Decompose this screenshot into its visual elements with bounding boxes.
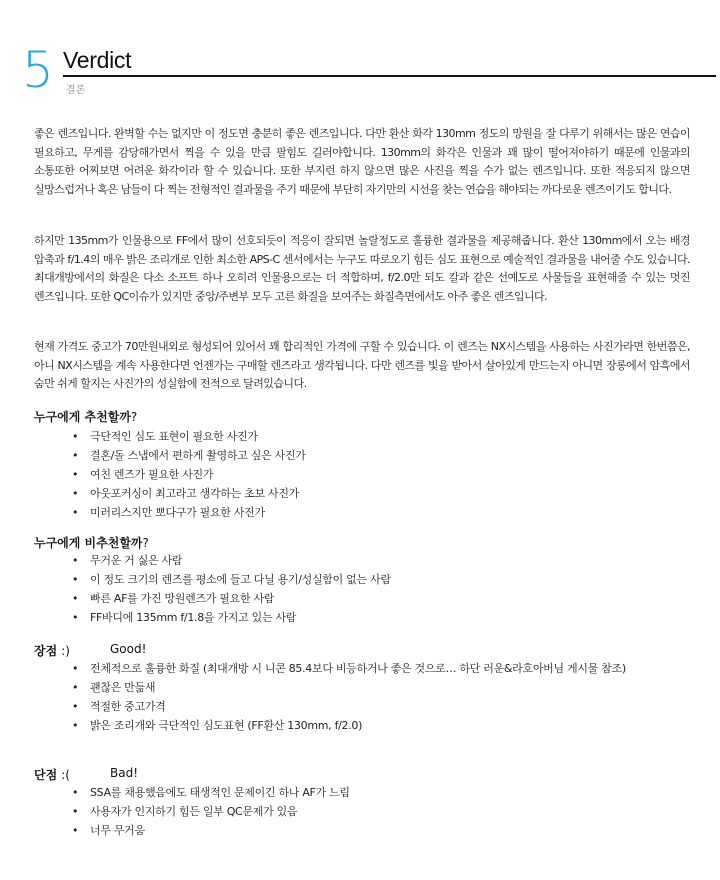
cons-label: 단점 [34, 768, 58, 782]
pros-heading [34, 642, 147, 659]
list-item: • 적절한 중고가격 [34, 697, 690, 716]
cons-emoticon: :( [61, 768, 70, 782]
list-item: • 괜찮은 만듦새 [34, 678, 690, 697]
list-item: • 밝은 조리개와 극단적인 심도표현 (FF환산 130mm, f/2.0) [34, 716, 690, 735]
list-item: • 아웃포커싱이 최고라고 생각하는 초보 사진가 [34, 484, 690, 503]
list-item: • 미러리스지만 뽀다구가 필요한 사진가 [34, 503, 690, 522]
list-item: • 극단적인 심도 표현이 필요한 사진가 [34, 427, 690, 446]
pros-label: 장점 [34, 644, 58, 658]
list-item: • FF바디에 135mm f/1.8을 가지고 있는 사람 [34, 608, 690, 627]
pros-list [34, 659, 690, 735]
cons-list [34, 783, 690, 840]
recommend-heading-mark: ? [130, 410, 138, 424]
pros-emoticon: :) [61, 644, 70, 658]
chapter-header [22, 40, 698, 100]
list-item: • 너무 무거움 [34, 821, 690, 840]
recommend-heading-text: 누구에게 추천할까 [34, 410, 131, 424]
list-item: • 결혼/돌 스냅에서 편하게 촬영하고 싶은 사진가 [34, 446, 690, 465]
recommend-heading [34, 408, 137, 425]
paragraph-3: 현재 가격도 중고가 70만원내외로 형성되어 있어서 꽤 합리적인 가격에 구할 수 있습니다. 이 렌즈는 NX시스템을 사용하는 사진가라면 한번쯤은, 아니 NX시스템을 계속 사용한다면 언젠가는 구매할 렌즈라고 생각됩니다. 다만 렌즈를 빛을 받아서 살아있게 만드는지 아니면 장롱에서 암흑에서 숨만 쉬게 할지는 사진가의 성실함에 전적으로 달려있습니다. [34, 340, 690, 390]
list-item: • 이 정도 크기의 렌즈를 평소에 들고 다닐 용기/성실함이 없는 사람 [34, 570, 690, 589]
cons-word: Bad! [110, 766, 139, 780]
cons-heading [34, 766, 139, 783]
not-recommend-heading [34, 534, 149, 551]
list-item: • 여친 렌즈가 필요한 사진가 [34, 465, 690, 484]
list-item: • 사용자가 인지하기 힘든 일부 QC문제가 있음 [34, 802, 690, 821]
title-rule [63, 75, 716, 77]
recommend-list [34, 427, 690, 522]
page-title: Verdict [63, 47, 132, 73]
list-item: • 무거운 거 싫은 사람 [34, 551, 690, 570]
chapter-number: 5 [22, 41, 54, 99]
list-item: • 전체적으로 훌륭한 화질 (최대개방 시 니콘 85.4보다 비등하거나 좋은 것으로… 하단 러운&라호아버님 게시물 참조) [34, 659, 690, 678]
not-recommend-heading-text: 누구에게 비추천할까 [34, 536, 143, 550]
page-subtitle: 결론 [66, 85, 86, 96]
paragraph-2: 하지만 135mm가 인물용으로 FF에서 많이 선호되듯이 적응이 잘되면 놀랄정도로 훌륭한 결과물을 제공해줍니다. 환산 130mm에서 오는 배경 압축과 f/1.4의 매우 밝은 조리개로 인한 최소한 APS-C 센서에서는 누구도 따로오기 힘든 심도 표현으로 예술적인 결과물을 내어줄 수도 있습니다. 최대개방에서의 화질은 다소 소프트 하나 오히려 인물용으로는 더 적합하며, f/2.0만 되도 칼과 같은 선예도로 사물들을 표현해줄 수 있는 멋진 렌즈입니다. 또한 QC이슈가 있지만 중앙/주변부 모두 고른 화질을 보여주는 화질측면에서도 아주 좋은 렌즈입니다. [34, 234, 690, 303]
not-recommend-heading-mark: ? [142, 536, 149, 550]
paragraph-1: 좋은 렌즈입니다. 완벽할 수는 없지만 이 정도면 충분히 좋은 렌즈입니다. 다만 환산 화각 130mm 정도의 망원을 잘 다루기 위해서는 많은 연습이 필요하고, 무게를 감당해가면서 찍을 수 있을 만큼 팔힘도 길러야합니다. 130mm의 화각은 인물과 꽤 많이 떨어져야하기 때문에 인물과의 소통또한 어찌보면 어려운 화각이라 할 수 있습니다. 또한 부지런 하지 않으면 많은 사진을 찍을 수가 없는 렌즈입니다. 또한 적응되지 않으면 실망스럽거나 혹은 남들이 다 찍는 전형적인 결과물을 주기 때문에 부단히 자기만의 시선을 찾는 연습을 해야되는 까다로운 렌즈이기도 합니다. [34, 127, 690, 196]
list-item: • 빠른 AF를 가진 망원렌즈가 필요한 사람 [34, 589, 690, 608]
pros-word: Good! [110, 642, 147, 656]
list-item: • SSA를 채용했음에도 태생적인 문제이긴 하나 AF가 느림 [34, 783, 690, 802]
not-recommend-list [34, 551, 690, 627]
